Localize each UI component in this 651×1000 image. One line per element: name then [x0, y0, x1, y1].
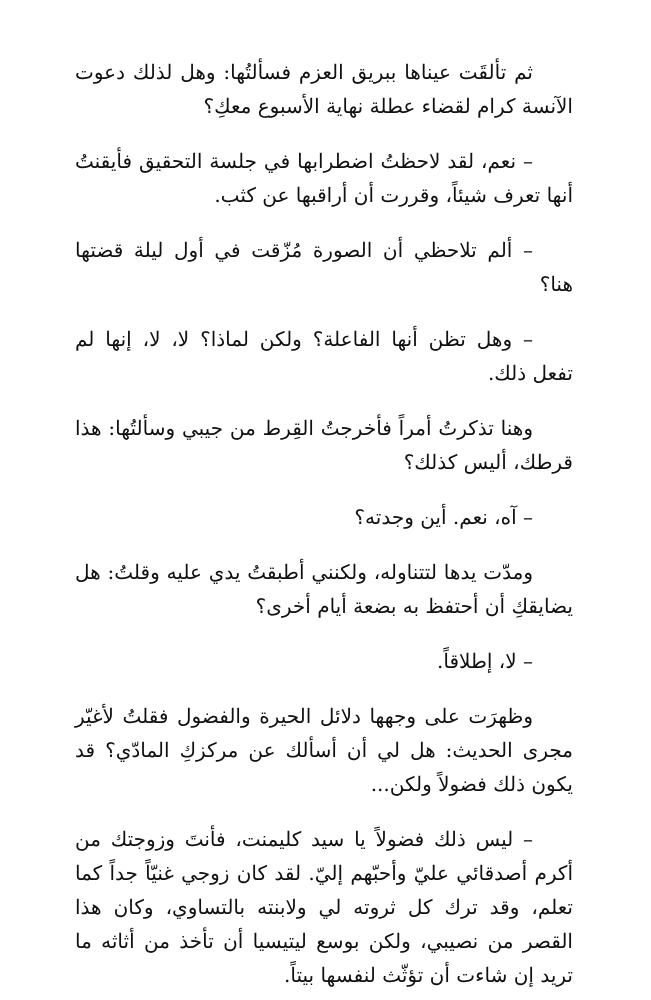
paragraph-3: – ألم تلاحظي أن الصورة مُزّقت في أول ليلة قضتها هنا؟ [75, 238, 573, 296]
paragraph-7: ومدّت يدها لتتناوله، ولكنني أطبقتُ يدي عليه وقلتُ: هل يضايقكِ أن أحتفظ به بضعة أيام أخرى؟ [75, 560, 573, 618]
paragraph-8: – لا، إطلاقاً. [437, 649, 533, 673]
paragraph-6: – آه، نعم. أين وجدته؟ [354, 505, 533, 529]
paragraph-9: وظهرَت على وجهها دلائل الحيرة والفضول فقلتُ لأغيّر مجرى الحديث: هل لي أن أسألك عن مركزكِ المادّي؟ قد يكون ذلك فضولاً ولكن... [75, 704, 573, 796]
paragraph-2: – نعم، لقد لاحظتُ اضطرابها في جلسة التحقيق فأيقنتُ أنها تعرف شيئاً، وقررت أن أراقبها عن كثب. [75, 149, 573, 207]
paragraph-4: – وهل تظن أنها الفاعلة؟ ولكن لماذا؟ لا، لا، إنها لم تفعل ذلك. [75, 327, 573, 385]
paragraph-10: – ليس ذلك فضولاً يا سيد كليمنت، فأنتَ وزوجتك من أكرم أصدقائي عليّ وأحبّهم إليّ. لقد كان زوجي غنيّاً جداً كما تعلم، وقد ترك كل ثروته لي ولابنته بالتساوي، وكان هذا القصر من نصيبي، ولكن بوسع ليتيسيا أن تأخذ من أثاثه ما تريد إن شاءت أن تؤثّث لنفسها بيتاً. [75, 827, 573, 987]
paragraph-5: وهنا تذكرتُ أمراً فأخرجتُ القِرط من جيبي وسألتُها: هذا قرطك، أليس كذلك؟ [75, 416, 573, 474]
paragraph-1: ثم تألقَت عيناها ببريق العزم فسألتُها: وهل لذلك دعوت الآنسة كرام لقضاء عطلة نهاية الأسبوع معكِ؟ [75, 60, 573, 118]
